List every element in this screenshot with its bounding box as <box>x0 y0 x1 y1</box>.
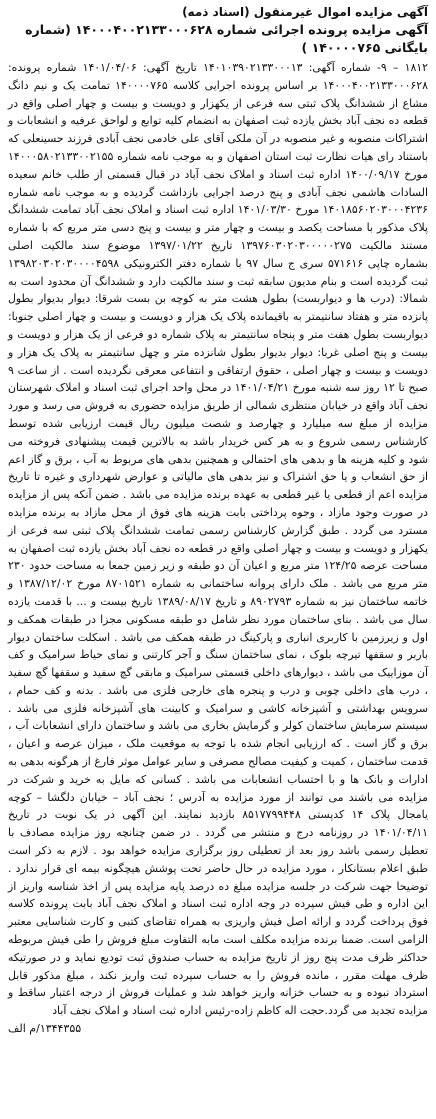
notice-heading: آگهی مزایده اموال غیرمنقول (اسناد ذمه) <box>182 5 428 19</box>
notice-body <box>8 59 428 1020</box>
notice-body-text: ۱۸۱۲ – ۹- شماره آگهی: ۱۴۰۱۰۳۹۰۲۱۳۳۰۰۰۱۳ تاریخ آگهی: ۱۴۰۱/۰۴/۰۶ شماره پرونده: ۱۴۰۰۰۴۰۰۲۱۳۳۰۰۰۶۲۸ بر اساس پرونده اجرایی کلاسه ۱۴۰۰۰۰۷۶۵ تمامت یک و نیم دانگ مشاع از ششدانگ پلاک ثبتی سه فرعی از یکهزار و دویست و بیست و چهار اصلی واقع در قطعه ده نجف آباد بخش یازده ثبت اصفهان به انضمام کلیه توابع و لواحق عرفیه و انشعابات و اشتراکات منصوبه و غیر منصوبه در آن ملکی آقای علی خادمی نجف آبادی فرزند حسینعلی که باستناد رای هیات نظارت ثبت استان اصفهان و به موجب نامه شماره ۱۴۰۰۰۵۸۰۲۱۳۳۰۰۲۱۵۵ مورخ ۱۴۰۰/۰۹/۱۷ اداره ثبت اسناد و املاک نجف آباد در قبال قسمتی از طلب خانم سعیده السادات هاشمی نجف آبادی و پنج درصد اجرایی بازداشت گردیده و به موجب نامه شماره ۱۴۰۱۸۵۶۰۲۰۳۰۰۰۴۲۳۶ مورخ ۱۴۰۱/۰۳/۳۰ اداره ثبت اسناد و املاک نجف آباد تمامت ششدانگ پلاک مذکور با مساحت یکصد و بیست و چهار متر و بیست و پنج دسی متر مربع که با شماره مستند مالکیت ۱۳۹۷۶۰۳۰۲۰۳۰۰۰۰۰۲۷۵ تاریخ ۱۳۹۷/۰۱/۲۲ موضوع سند مالکیت اصلی بشماره چاپی ۵۷۱۶۱۶ سری ج سال ۹۷ با شماره دفتر الکترونیکی ۱۳۹۸۲۰۳۰۲۰۳۰۰۰۰۴۵۹۸ ثبت گردیده است و بنام مدیون سابقه ثبت و سند مالکیت دارد و ششدانگ آن محدود است به شمالا: (درب ها و دیواربست) بطول هشت متر به کوچه بن بست شرقا: دیوار بدیوار بطول پانزده متر و هفتاد سانتیمتر به باقیمانده پلاک یک هزار و دویست و بیست و چهار اصلی جنوبا: دیواربست بطول هفت متر و پنجاه سانتیمتر به پلاک شماره دو فرعی از یک هزار و دویست و بیست و پنج اصلی غربا: دیوار بدیوار بطول شانزده متر و چهل سانتیمتر به پلاک یک هزار و دویست و بیست و چهار اصلی ، حقوق ارتفاقی و انتفاعی معرفی نگردیده است . از ساعت ۹ صبح تا ۱۲ روز سه شنبه مورخ ۱۴۰۱/۰۴/۲۱ در محل واحد اجرای ثبت اسناد و املاک شهرستان نجف آباد واقع در خیابان منتظری شمالی از طریق مزایده حضوری به فروش می رسد و مورد مزایده از مبلغ سه میلیارد و چهارصد و شصت میلیون ریال قیمت ارزیابی شده توسط کارشناس رسمی شروع و به هر کس خریدار باشد به بالاترین قیمت پیشنهادی فروخته می شود و کلیه هزینه ها و بدهی های احتمالی و همچنین بدهی های مربوط به آب ، برق و گاز اعم از حق انشعاب و یا حق اشتراک و نیز بدهی های مالیاتی و عوارض شهرداری و غیره تا تاریخ مزایده اعم از قطعی یا غیر قطعی به عهده برنده مزایده می باشد . ضمن آنکه پس از مزایده در صورت وجود مازاد ، وجوه پرداختی بابت هزینه های فوق از محل مازاد به برنده مزایده مسترد می گردد . طبق گزارش کارشناس رسمی تمامت ششدانگ پلاک ثبتی سه فرعی از یکهزار و دویست و بیست و چهار اصلی واقع در قطعه ده نجف آباد بخش یازده ثبت اصفهان به مساحت عرصه ۱۲۴/۲۵ متر مربع و اعیان آن دو طبقه و زیر زمین جمعا به مساحت حدود ۲۳۰ متر مربع می باشد . ملک دارای پروانه ساختمانی به شماره ۸۷۰۱۵۲۱ مورخ ۱۳۸۷/۱۲/۰۲ و خاتمه ساختمان نیز به شماره ۸۹۰۲۷۹۳ و تاریخ ۱۳۸۹/۰۸/۱۷ تاریخ بیست و ... با قدمت یازده سال می باشد . بنای ساختمان مورد نظر شامل دو طبقه مسکونی مجزا در طبقات همکف و اول و زیرزمین با کاربری انباری و پارکینگ در طبقه همکف می باشد . اسکلت ساختمان دیوار باربر و سقفها تیرچه بلوک ، نمای ساختمان سنگ و آجر کارتنی و نمای حیاط سرامیک و کف آن موزاییک می باشد ، دیوارهای داخلی قسمتی سرامیک و مابقی گچ سفید و سقفها گچ سفید ، درب های داخلی چوبی و درب و پنجره های خارجی فلزی می باشد . بدنه و کف حمام ، سرویس بهداشتی و آشپزخانه کاشی و سرامیک و کابینت های آشپزخانه فلزی می باشد . سیستم سرمایش ساختمان کولر و گرمایش بخاری می باشد و ساختمان دارای انشعابات آب ، برق و گاز است . که ارزیابی انجام شده با توجه به موقعیت ملک ، میزان عرصه و اعیان ، قدمت ساختمان ، کمیت و کیفیت مصالح مصرفی و سایر عوامل موثر فارغ از هرگونه بدهی به ادارات و بانک ها و با احتساب انشعابات می باشد . کسانی که مایل به خرید و شرکت در مزایده می باشند می توانند از مورد مزایده به آدرس ؛ نجف آباد – خیابان دلگشا – کوچه یامجال پلاک ۱۴ کدپستی ۸۵۱۷۷۹۹۴۴۸ بازدید نمایند. این آگهی در یک نوبت در تاریخ ۱۴۰۱/۰۴/۱۱ در روزنامه درج و منتشر می گردد . در ضمن چنانچه روز مزایده مصادف با تعطیل رسمی باشد روز بعد از تعطیلی روز برگزاری مزایده خواهد بود . لازم به ذکر است طبق اعلام بستانکار ، مورد مزایده در حال حاضر تحت پوشش هیچگونه بیمه ای قرار ندارد . توضیحا جهت شرکت در جلسه مزایده مبلغ ده درصد پایه مزایده پس از اخذ شناسه واریز از این اداره و طی فیش سپرده در وجه اداره ثبت اسناد و املاک نجف آباد بابت پرونده کلاسه فوق پرداخت گردد و ارائه اصل فیش واریزی به همراه تقاضای کتبی و کارت شناسایی معتبر الزامی است. ضمنا برنده مزایده مکلف است مابه التفاوت مبلغ فروش را طی فیش مربوطه حداکثر ظرف مدت پنج روز از تاریخ مزایده به حساب صندوق ثبت تودیع نماید و در صورتیکه ظرف مهلت مقرر ، مانده فروش را به حساب سپرده ثبت واریز نکند ، مبلغ مذکور قابل استرداد نبوده و به حساب خزانه واریز خواهد شد و عملیات فروش از درجه اعتبار ساقط و مزایده تجدید می گردد.حجت اله کاظم زاده-رئیس اداره ثبت اسناد و املاک نجف آباد <box>8 61 428 1018</box>
notice-footer: ۱۳۴۴۳۵۵/م الف <box>8 1022 82 1036</box>
notice-title: آگهی مزایده پرونده اجرائی شماره ۱۴۰۰۰۴۰۰۲۱۳۳۰۰۰۶۲۸ (شماره بایگانی ۱۴۰۰۰۰۷۶۵ ) <box>25 22 428 55</box>
